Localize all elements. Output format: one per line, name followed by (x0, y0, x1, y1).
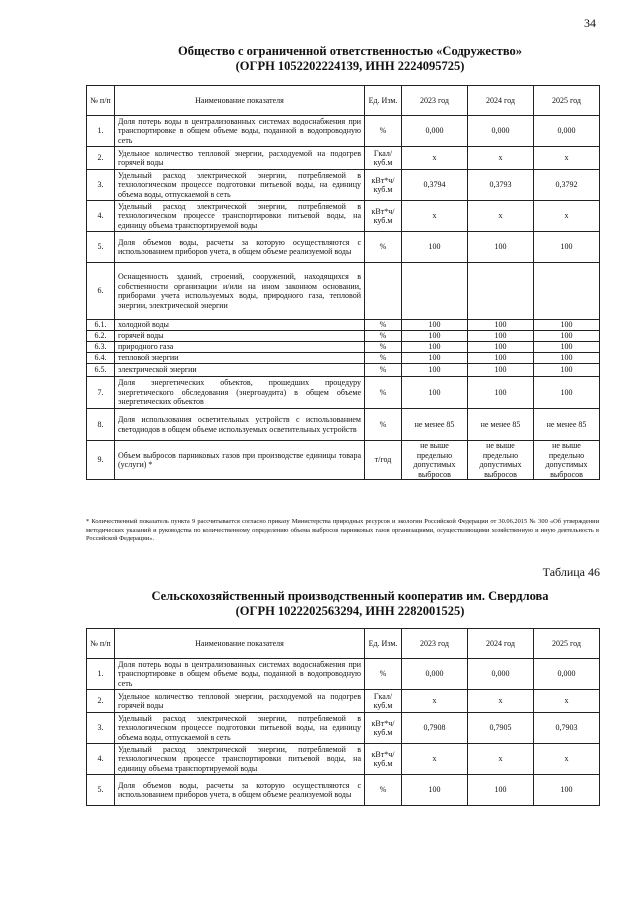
cell-name: Объем выбросов парниковых газов при производстве единицы товара (услуги) * (115, 441, 365, 480)
cell-name: Удельный расход электрической энергии, потребляемой в технологическом процессе подготовки питьевой воды, на единицу объема воды, отпускаемой в сеть (115, 170, 365, 201)
cell-v2: 100 (468, 320, 534, 331)
header-unit: Ед. Изм. (365, 86, 402, 116)
cell-name: Доля объемов воды, расчеты за которую осуществляются с использованием приборов учета, в общем объеме реализуемой воды (115, 775, 365, 806)
cell-v2 (468, 263, 534, 320)
table-row (87, 331, 600, 342)
cell-n: 5. (87, 775, 115, 806)
cell-unit: % (365, 353, 402, 364)
cell-v1: 0,000 (402, 659, 468, 690)
cell-v2: не менее 85 (468, 409, 534, 441)
cell-v3: 0,000 (534, 659, 600, 690)
cell-v3: 100 (534, 377, 600, 409)
table-2-body (87, 629, 600, 806)
cell-v2: х (468, 201, 534, 232)
cell-v3: 100 (534, 364, 600, 377)
cell-n: 2. (87, 147, 115, 170)
cell-v3: 0,000 (534, 116, 600, 147)
cell-v2: 0,000 (468, 116, 534, 147)
cell-v1: х (402, 690, 468, 713)
cell-v2: 100 (468, 342, 534, 353)
cell-name: Удельный расход электрической энергии, потребляемой в технологическом процессе транспортировки питьевой воды, на единицу объема транспортируемой воды (115, 201, 365, 232)
cell-unit: кВт*ч/ куб.м (365, 713, 402, 744)
cell-v2: х (468, 147, 534, 170)
table-label: Таблица 46 (542, 565, 600, 579)
cell-name: Доля использования осветительных устройств с использованием светодиодов в общем объеме используемых осветительных устройств (115, 409, 365, 441)
cell-unit: % (365, 377, 402, 409)
header-num: № п/п (87, 86, 115, 116)
cell-unit (365, 263, 402, 320)
table-row (87, 659, 600, 690)
table-row (87, 364, 600, 377)
cell-n: 6.1. (87, 320, 115, 331)
cell-v1: 100 (402, 353, 468, 364)
table-row (87, 441, 600, 480)
table-row (87, 744, 600, 775)
cell-v2: х (468, 690, 534, 713)
table-row (87, 690, 600, 713)
org2-title (80, 589, 620, 619)
cell-v2: 100 (468, 331, 534, 342)
cell-v3: х (534, 690, 600, 713)
cell-v3: не менее 85 (534, 409, 600, 441)
header-name: Наименование показателя (115, 86, 365, 116)
cell-v2: 0,3793 (468, 170, 534, 201)
org1-title (80, 44, 620, 74)
cell-v2: 100 (468, 775, 534, 806)
cell-v3 (534, 263, 600, 320)
cell-name: Доля потерь воды в централизованных системах водоснабжения при транспортировке в общем объеме воды, поданной в водопроводную сеть (115, 659, 365, 690)
cell-unit: Гкал/ куб.м (365, 690, 402, 713)
cell-n: 1. (87, 659, 115, 690)
indicators-table-1 (86, 85, 600, 480)
cell-v1 (402, 263, 468, 320)
cell-name: Доля объемов воды, расчеты за которую осуществляются с использованием приборов учета, в общем объеме реализуемой воды (115, 232, 365, 263)
table-header-row (87, 629, 600, 659)
cell-n: 5. (87, 232, 115, 263)
cell-unit: % (365, 331, 402, 342)
cell-v1: не выше предельно допустимых выбросов (402, 441, 468, 480)
cell-v2: 100 (468, 364, 534, 377)
cell-n: 2. (87, 690, 115, 713)
header-num: № п/п (87, 629, 115, 659)
cell-n: 6. (87, 263, 115, 320)
table-row (87, 320, 600, 331)
table-row (87, 713, 600, 744)
cell-v1: 100 (402, 331, 468, 342)
cell-unit: % (365, 320, 402, 331)
cell-name: тепловой энергии (115, 353, 365, 364)
header-y2: 2024 год (468, 86, 534, 116)
cell-n: 6.4. (87, 353, 115, 364)
cell-v2: 100 (468, 377, 534, 409)
cell-v1: 100 (402, 232, 468, 263)
cell-unit: % (365, 116, 402, 147)
cell-v1: 0,3794 (402, 170, 468, 201)
cell-n: 9. (87, 441, 115, 480)
org2-name: Сельскохозяйственный производственный кооператив им. Свердлова (151, 589, 549, 603)
cell-v3: не выше предельно допустимых выбросов (534, 441, 600, 480)
cell-v3: 100 (534, 320, 600, 331)
cell-v1: 0,000 (402, 116, 468, 147)
cell-v2: не выше предельно допустимых выбросов (468, 441, 534, 480)
footnote: * Количественный показатель пункта 9 рассчитывается согласно приказу Министерства природных ресурсов и экологии Российской Федерации от 30.06.2015 № 300 «Об утверждении методических указаний и руководства по количественному определению объема выбросов парниковых газов организациями, осуществляющими хозяйственную и иную деятельность в Российской Федерации». (86, 518, 599, 542)
cell-unit: кВт*ч/ куб.м (365, 201, 402, 232)
cell-unit: % (365, 232, 402, 263)
cell-v3: х (534, 201, 600, 232)
cell-v3: 0,7903 (534, 713, 600, 744)
cell-unit: % (365, 659, 402, 690)
cell-v2: 100 (468, 353, 534, 364)
cell-n: 8. (87, 409, 115, 441)
header-y2: 2024 год (468, 629, 534, 659)
cell-name: Удельное количество тепловой энергии, расходуемой на подогрев горячей воды (115, 690, 365, 713)
cell-n: 6.5. (87, 364, 115, 377)
cell-name: холодной воды (115, 320, 365, 331)
cell-v2: 100 (468, 232, 534, 263)
cell-v1: 100 (402, 364, 468, 377)
cell-v1: 100 (402, 342, 468, 353)
header-unit: Ед. Изм. (365, 629, 402, 659)
cell-v1: 0,7908 (402, 713, 468, 744)
table-row (87, 147, 600, 170)
cell-name: горячей воды (115, 331, 365, 342)
cell-name: Удельный расход электрической энергии, потребляемой в технологическом процессе подготовки питьевой воды, на единицу объема воды, отпускаемой в сеть (115, 713, 365, 744)
cell-v1: 100 (402, 775, 468, 806)
cell-v2: х (468, 744, 534, 775)
cell-n: 3. (87, 713, 115, 744)
cell-v1: х (402, 201, 468, 232)
cell-v3: 100 (534, 353, 600, 364)
header-y1: 2023 год (402, 629, 468, 659)
cell-v1: 100 (402, 377, 468, 409)
table-row (87, 232, 600, 263)
cell-v3: х (534, 744, 600, 775)
org2-reg: (ОГРН 1022202563294, ИНН 2282001525) (235, 604, 465, 618)
cell-v3: 100 (534, 775, 600, 806)
cell-name: Оснащенность зданий, строений, сооружений, находящихся в собственности организации и/или на ином законном основании, приборами учета используемых воды, природного газа, тепловой энергии, электрической энергии (115, 263, 365, 320)
cell-unit: % (365, 775, 402, 806)
header-y3: 2025 год (534, 86, 600, 116)
table-1-body (87, 86, 600, 480)
table-row (87, 409, 600, 441)
org1-reg: (ОГРН 1052202224139, ИНН 2224095725) (235, 59, 465, 73)
table-row (87, 353, 600, 364)
cell-v1: х (402, 147, 468, 170)
cell-v1: 100 (402, 320, 468, 331)
cell-unit: % (365, 342, 402, 353)
cell-n: 1. (87, 116, 115, 147)
cell-v2: 0,7905 (468, 713, 534, 744)
org1-name: Общество с ограниченной ответственностью «Содружество» (178, 44, 522, 58)
cell-name: природного газа (115, 342, 365, 353)
cell-v3: 100 (534, 232, 600, 263)
cell-name: Удельное количество тепловой энергии, расходуемой на подогрев горячей воды (115, 147, 365, 170)
cell-v1: не менее 85 (402, 409, 468, 441)
table-row (87, 377, 600, 409)
table-header-row (87, 86, 600, 116)
table-row (87, 170, 600, 201)
table-row (87, 775, 600, 806)
header-name: Наименование показателя (115, 629, 365, 659)
cell-v1: х (402, 744, 468, 775)
cell-n: 6.2. (87, 331, 115, 342)
cell-v3: х (534, 147, 600, 170)
page-number: 34 (584, 16, 596, 30)
cell-unit: кВт*ч/ куб.м (365, 170, 402, 201)
cell-name: электрической энергии (115, 364, 365, 377)
cell-v3: 100 (534, 342, 600, 353)
cell-name: Доля энергетических объектов, прошедших процедуру энергетического обследования (энергоаудита) в общем объеме энергетических объектов (115, 377, 365, 409)
cell-name: Удельный расход электрической энергии, потребляемой в технологическом процессе транспортировки питьевой воды, на единицу объема транспортируемой воды (115, 744, 365, 775)
cell-unit: % (365, 409, 402, 441)
cell-unit: Гкал/ куб.м (365, 147, 402, 170)
cell-n: 4. (87, 744, 115, 775)
cell-unit: % (365, 364, 402, 377)
cell-v2: 0,000 (468, 659, 534, 690)
indicators-table-2 (86, 628, 600, 806)
table-row (87, 201, 600, 232)
cell-n: 3. (87, 170, 115, 201)
header-y1: 2023 год (402, 86, 468, 116)
table-row (87, 116, 600, 147)
table-row (87, 263, 600, 320)
cell-v3: 0,3792 (534, 170, 600, 201)
cell-n: 7. (87, 377, 115, 409)
cell-unit: т/год (365, 441, 402, 480)
cell-n: 4. (87, 201, 115, 232)
cell-name: Доля потерь воды в централизованных системах водоснабжения при транспортировке в общем объеме воды, поданной в водопроводную сеть (115, 116, 365, 147)
table-row (87, 342, 600, 353)
cell-n: 6.3. (87, 342, 115, 353)
cell-unit: кВт*ч/ куб.м (365, 744, 402, 775)
cell-v3: 100 (534, 331, 600, 342)
header-y3: 2025 год (534, 629, 600, 659)
